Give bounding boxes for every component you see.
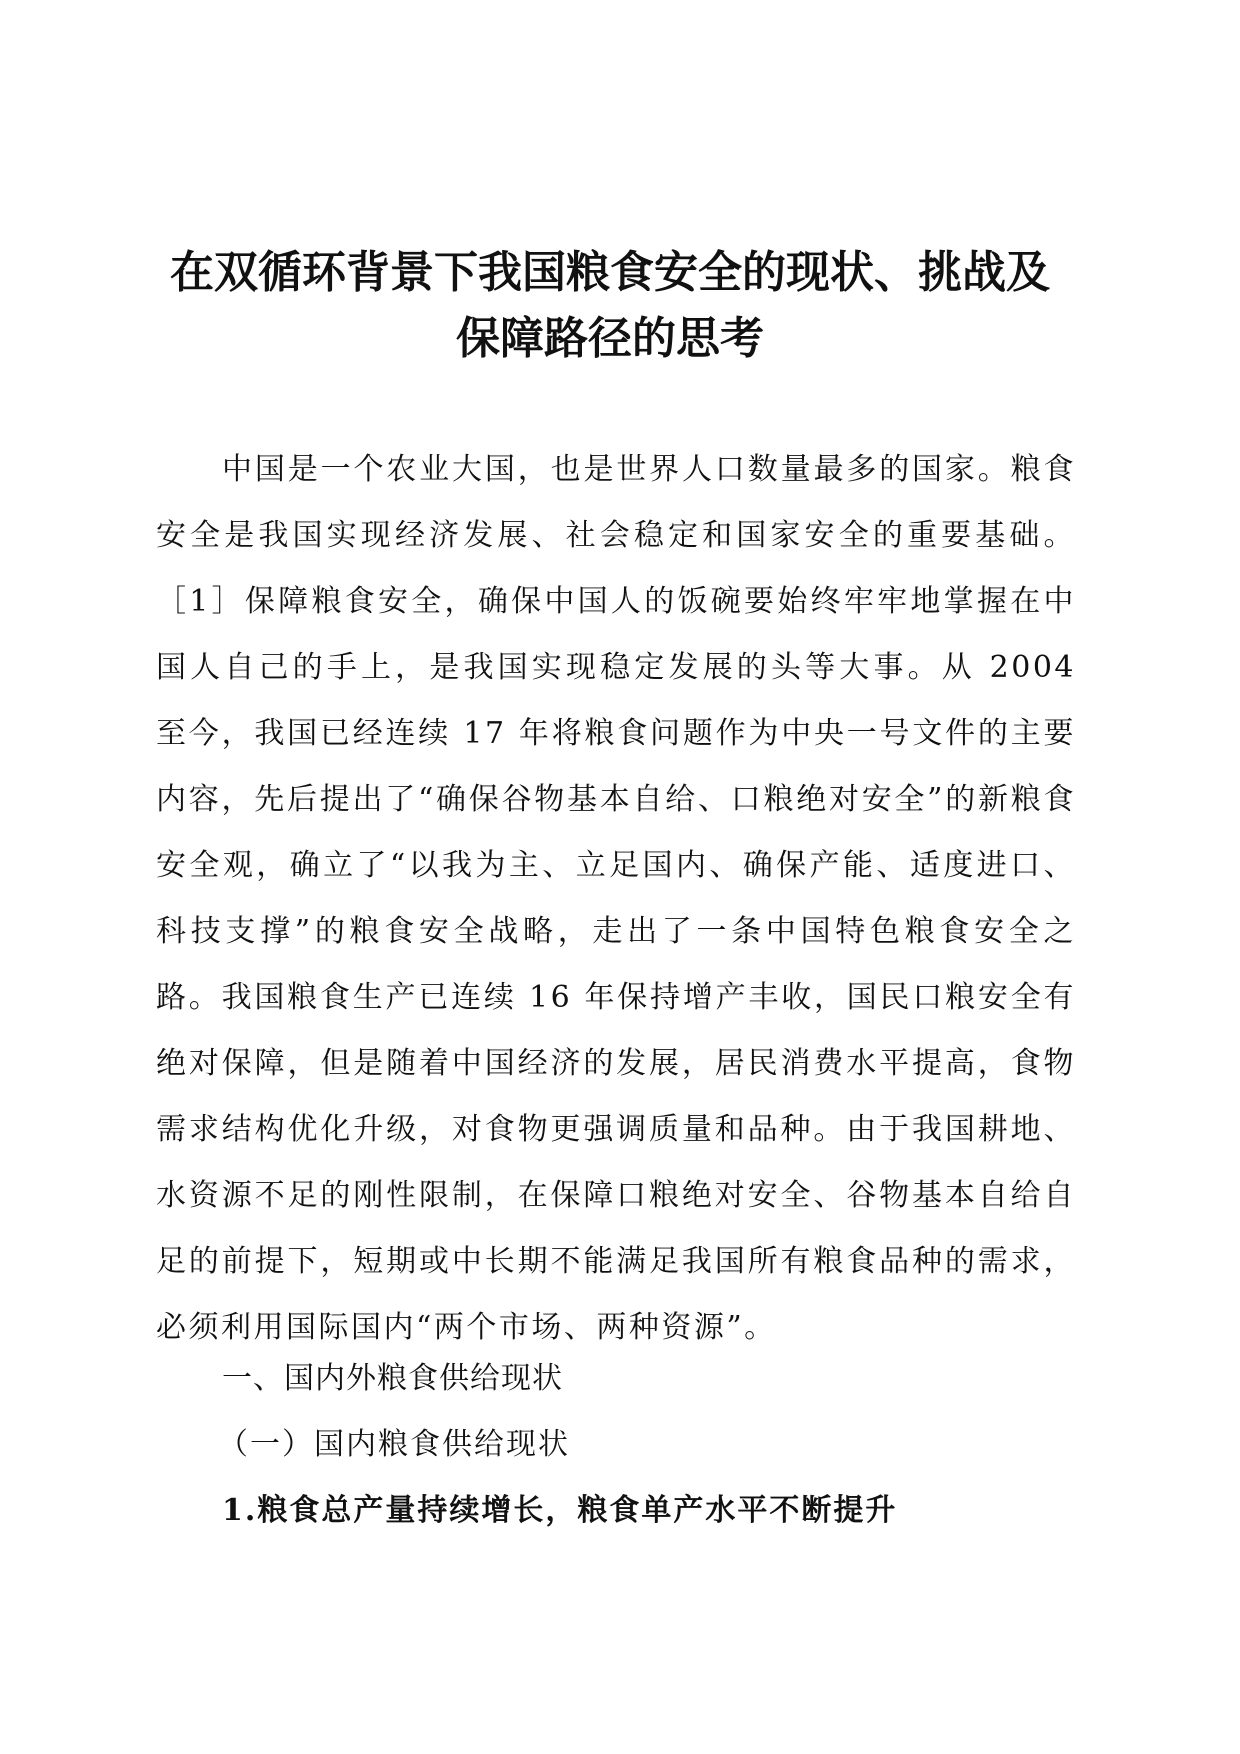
title-line-2: 保障路径的思考 bbox=[456, 313, 764, 364]
point-heading: 1.粮食总产量持续增长，粮食单产水平不断提升 bbox=[222, 1493, 898, 1528]
title-line-1: 在双循环背景下我国粮食安全的现状、挑战及 bbox=[170, 247, 1050, 298]
intro-paragraph: 中国是一个农业大国，也是世界人口数量最多的国家。粮食安全是我国实现经济发展、社会稳定和国家安全的重要基础。［1］保障粮食安全，确保中国人的饭碗要始终牢牢地掌握在中国人自己的手上，是我国实现稳定发展的头等大事。从 2004 至今，我国已经连续 17 年将粮食问题作为中央一号文件的主要内容，先后提出了“确保谷物基本自给、口粮绝对安全”的新粮食安全观，确立了“以我为主、立足国内、确保产能、适度进口、科技支撑”的粮食安全战略，走出了一条中国特色粮食安全之路。我国粮食生产已连续 16 年保持增产丰收，国民口粮安全有绝对保障，但是随着中国经济的发展，居民消费水平提高，食物需求结构优化升级，对食物更强调质量和品种。由于我国耕地、水资源不足的刚性限制，在保障口粮绝对安全、谷物基本自给自足的前提下，短期或中长期不能满足我国所有粮食品种的需求，必须利用国际国内“两个市场、两种资源”。 bbox=[156, 452, 1076, 1345]
document-title bbox=[140, 240, 1080, 372]
section-heading: 一、国内外粮食供给现状 bbox=[222, 1361, 563, 1396]
subsection-heading: （一）国内粮食供给现状 bbox=[218, 1427, 570, 1462]
